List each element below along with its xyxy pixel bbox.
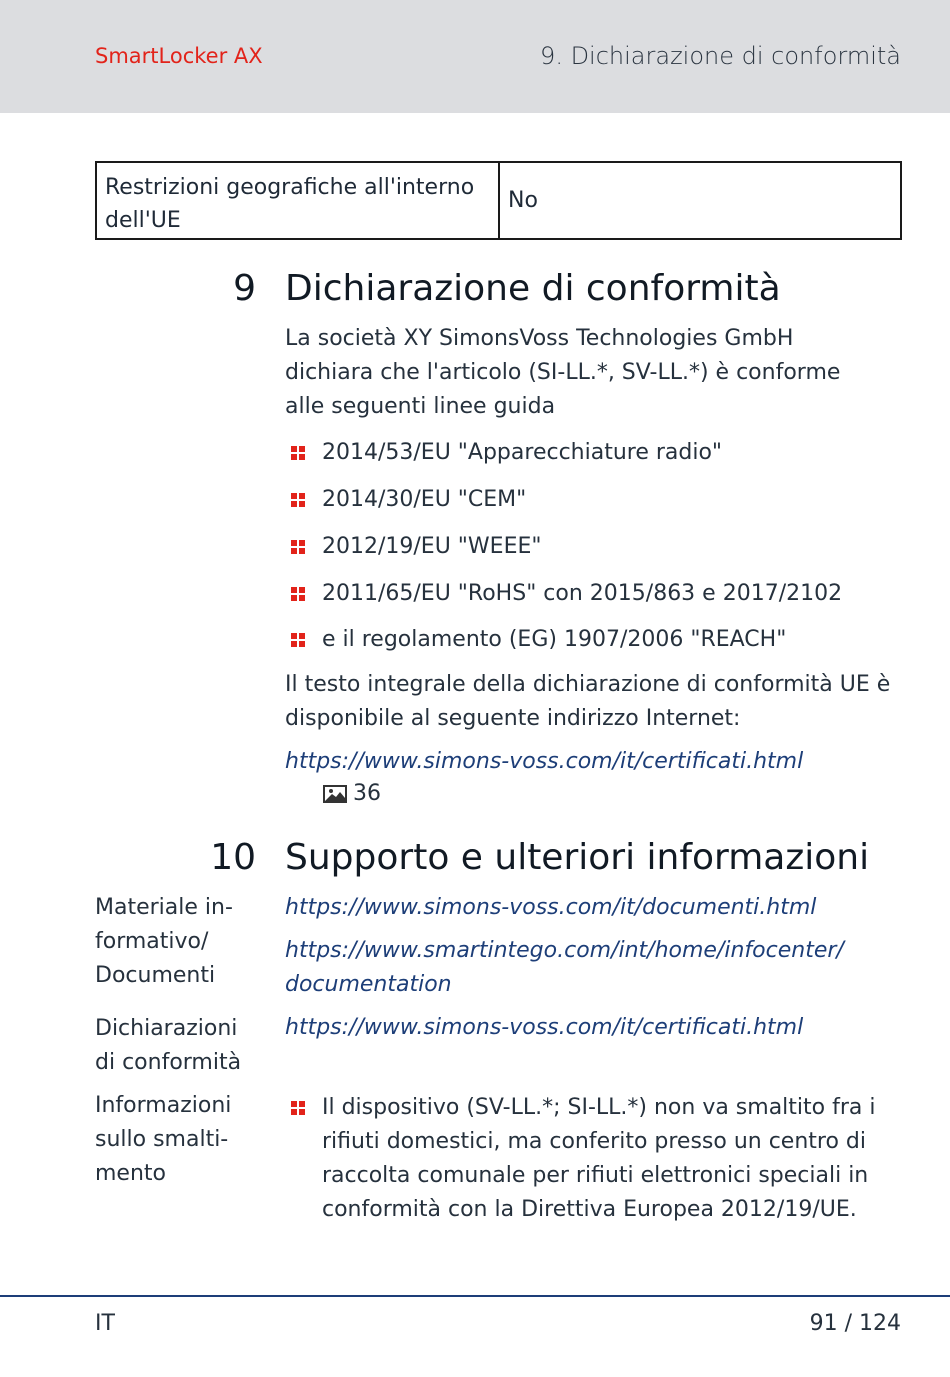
list-item-text: 2012/19/EU "WEEE" bbox=[322, 534, 542, 559]
section-number: 10 bbox=[210, 837, 256, 878]
image-icon bbox=[323, 785, 347, 803]
table-value-cell: No bbox=[508, 188, 538, 213]
bullet-icon bbox=[291, 587, 305, 601]
intro-paragraph bbox=[285, 322, 900, 424]
disposal-line: Il dispositivo (SV-LL.*; SI-LL.*) non va smaltito fra i bbox=[322, 1095, 876, 1120]
bullet-icon bbox=[291, 446, 305, 460]
header-chapter-title: 9. Dichiarazione di conformità bbox=[540, 42, 901, 70]
intro-line: dichiara che l'articolo (SI-LL.*, SV-LL.*) è conforme bbox=[285, 360, 841, 385]
bullet-icon bbox=[291, 493, 305, 507]
fulltext-paragraph bbox=[285, 668, 900, 736]
intro-line: alle seguenti linee guida bbox=[285, 394, 556, 419]
section-title: Dichiarazione di conformità bbox=[285, 268, 781, 309]
table-label-line: Restrizioni geografiche all'interno bbox=[105, 175, 475, 200]
side-label-line: Materiale in- bbox=[95, 895, 233, 920]
brand-name: SmartLocker AX bbox=[95, 44, 263, 68]
image-reference-number: 36 bbox=[353, 781, 381, 806]
certificates-link[interactable]: https://www.simons-voss.com/it/certificati.html bbox=[285, 749, 804, 774]
fulltext-line: Il testo integrale della dichiarazione di conformità UE è bbox=[285, 672, 891, 697]
intro-line: La società XY SimonsVoss Technologies GmbH bbox=[285, 326, 794, 351]
section-title: Supporto e ulteriori informazioni bbox=[285, 837, 870, 878]
smartintego-link[interactable] bbox=[285, 934, 844, 1002]
docs-side-label bbox=[95, 891, 270, 993]
disposal-text bbox=[322, 1091, 876, 1227]
side-label-line: mento bbox=[95, 1161, 166, 1186]
list-item-text: e il regolamento (EG) 1907/2006 "REACH" bbox=[322, 627, 787, 652]
page-number: 91 / 124 bbox=[809, 1311, 901, 1336]
bullet-icon bbox=[291, 540, 305, 554]
conformity-link[interactable]: https://www.simons-voss.com/it/certificati.html bbox=[285, 1015, 804, 1040]
table-label-cell bbox=[97, 163, 500, 238]
side-label-line: Informazioni bbox=[95, 1093, 232, 1118]
fulltext-line: disponibile al seguente indirizzo Internet: bbox=[285, 706, 741, 731]
footer-language: IT bbox=[95, 1311, 115, 1336]
table-label-line: dell'UE bbox=[105, 208, 181, 233]
info-table bbox=[95, 161, 902, 240]
section-number: 9 bbox=[233, 268, 256, 309]
conformity-side-label bbox=[95, 1012, 270, 1080]
list-item-text: 2014/30/EU "CEM" bbox=[322, 487, 527, 512]
side-label-line: Dichiarazioni bbox=[95, 1016, 238, 1041]
link-line[interactable]: documentation bbox=[285, 972, 452, 997]
disposal-line: conformità con la Direttiva Europea 2012/19/UE. bbox=[322, 1197, 857, 1222]
side-label-line: formativo/ bbox=[95, 929, 209, 954]
footer-divider bbox=[0, 1295, 950, 1297]
bullet-icon bbox=[291, 633, 305, 647]
disposal-line: rifiuti domestici, ma conferito presso un centro di bbox=[322, 1129, 867, 1154]
disposal-line: raccolta comunale per rifiuti elettronici speciali in bbox=[322, 1163, 869, 1188]
disposal-side-label bbox=[95, 1089, 270, 1191]
list-item-text: 2011/65/EU "RoHS" con 2015/863 e 2017/2102 bbox=[322, 581, 843, 606]
side-label-line: Documenti bbox=[95, 963, 216, 988]
side-label-line: di conformità bbox=[95, 1050, 242, 1075]
list-item-text: 2014/53/EU "Apparecchiature radio" bbox=[322, 440, 723, 465]
page-header bbox=[0, 0, 950, 113]
image-reference[interactable] bbox=[323, 781, 381, 806]
link-line[interactable]: https://www.smartintego.com/int/home/infocenter/ bbox=[285, 938, 844, 963]
side-label-line: sullo smalti- bbox=[95, 1127, 229, 1152]
bullet-icon bbox=[291, 1101, 305, 1115]
documents-link[interactable]: https://www.simons-voss.com/it/documenti.html bbox=[285, 895, 817, 920]
